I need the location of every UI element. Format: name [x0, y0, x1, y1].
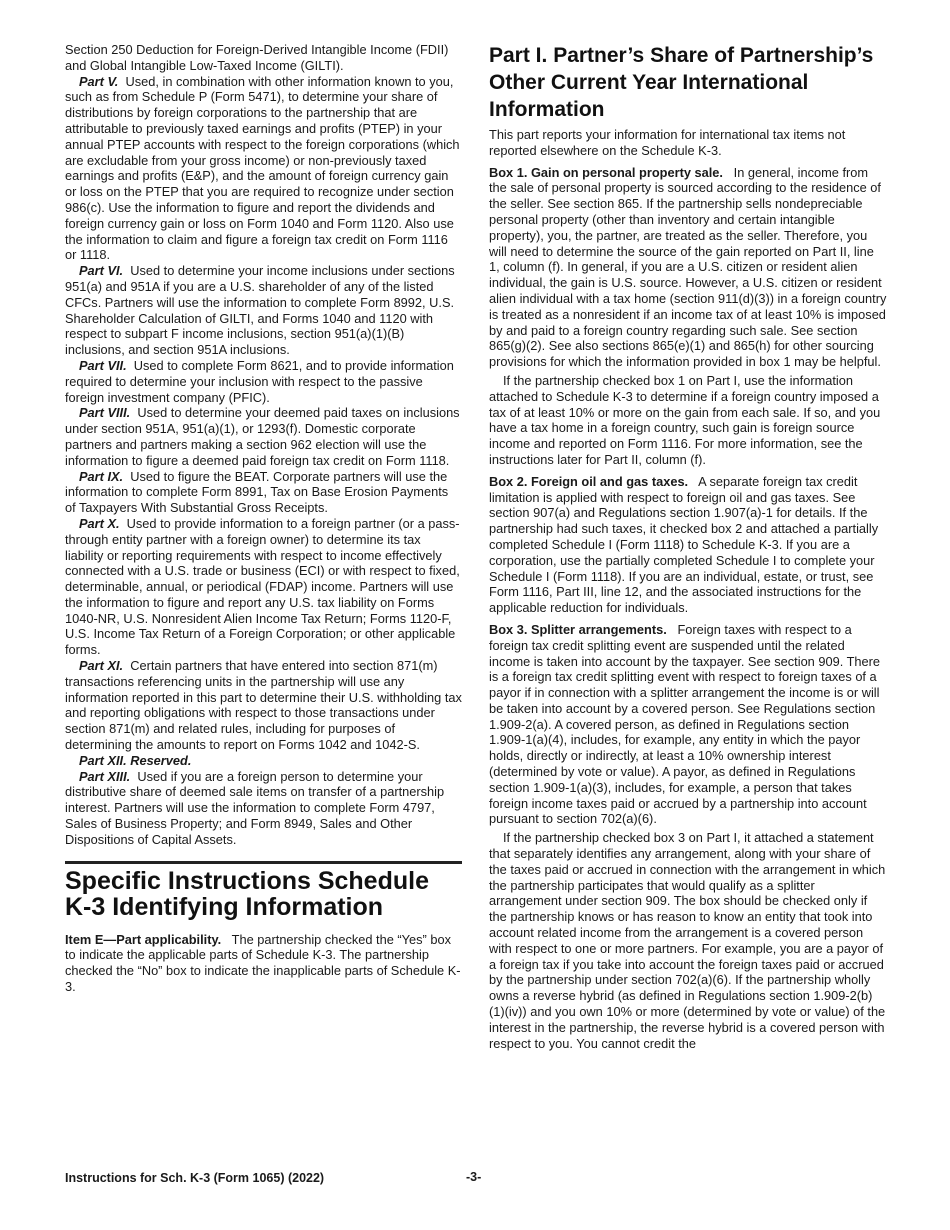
part-vii: Part VII. Used to complete Form 8621, and to provide information required to determine your inclusion with respect to the passive foreign investment company (PFIC).	[65, 357, 454, 405]
part-xi: Part XI. Certain partners that have entered into section 871(m) transactions referencing units in the partnership will use any information reported in this part to determine their U.S. withholding tax and reporting obligations with respect to those transactions under section 871(m) and related rules, including for purposes of determining the amounts to report on Forms 1042 and 1042-S.	[65, 658, 462, 753]
section-divider	[65, 861, 462, 920]
part-i-heading: Part I. Partner’s Share of Partnership’s Other Current Year International Information	[489, 44, 874, 121]
part-v: Part V. Used, in combination with other information known to you, such as from Schedule P (Form 5471), to determine your share of distributions by foreign corporations to the partnership that are attributable to previously taxed earnings and profits (PTEP) in your annual PTEP accounts with respect to the foreign corporations (which are excludable from your gross income) or non-previously taxed earnings and profits (E&P), and the amount of foreign currency gain or loss on the PTEP that you are required to recognize under section 986(c). Use the information to figure and report the dividends and foreign currency gain or loss on Form 1040 and Form 1120. Also use the information to claim and figure a foreign tax credit on Form 1116 or 1118.	[65, 73, 460, 263]
box-1: Box 1. Gain on personal property sale. In general, income from the sale of personal property is sourced according to the residence of the seller. See section 865. If the partnership sells nondepreciable personal property (other than inventory and certain intangible property), you, the partner, are treated as the seller. Therefore, you will need to determine the source of the gain reported on Part II, line 1, column (f). In general, if you are a U.S. citizen or resident alien individual, the gain is U.S. source. However, a U.S. citizen or resident alien individual with a tax home (section 911(d)(3)) in a foreign country is treated as a nonresident if an income tax of at least 10% is imposed by and paid to a foreign country regarding such sale. See section 865(g)(2). See also sections 865(e)(1) and 865(h) for other sourcing provisions for which the information provided in box 1 may be helpful.	[489, 164, 887, 370]
part-i-intro: This part reports your information for international tax items not reported elsewhere on the Schedule K-3.	[489, 127, 846, 158]
box-3-continued: If the partnership checked box 3 on Part I, it attached a statement that separately identifies any arrangement, along with your share of the taxes paid or accrued in connection with the arrangement in which the partnership participates that would qualify as a splitter arrangement under section 909. The box should be checked only if the partnership knows or has reason to know an entity that took into account related income from the arrangement is a covered person with respect to one or more partners. For example, you are a payor of a foreign tax if you take into account the foreign taxes paid or accrued by the partnership under section 702(a)(6). If the partnership wholly owns a reverse hybrid (as defined in Regulations section 1.909-2(b)(1)(iv)) and you own 10% or more (determined by vote or value) of the interest in the partnership, the reverse hybrid is a covered person with respect to you. You cannot credit the	[489, 830, 886, 1051]
box-2: Box 2. Foreign oil and gas taxes. A separate foreign tax credit limitation is applied with respect to foreign oil and gas taxes. See section 907(a) and Regulations section 1.907(a)-1 for details. If the partnership had such taxes, it checked box 2 and attached a partially completed Schedule I (Form 1118) to Schedule K-3. If you are a corporation, use the partially completed Schedule I to complete your Schedule I (Form 1118). If you are an individual, estate, or trust, see Form 1116, Part III, line 12, and the associated instructions for the applicable reduction for individuals.	[489, 473, 879, 616]
part-ix: Part IX. Used to figure the BEAT. Corporate partners will use the information to complete Form 8991, Tax on Base Erosion Payments of Taxpayers With Substantial Gross Receipts.	[65, 468, 449, 516]
part-xiii: Part XIII. Used if you are a foreign person to determine your distributive share of deemed sale items on transfer of a partnership interest. Partners will use the information to complete Form 4797, Sales of Business Property; and Form 8949, Sales and Other Dispositions of Capital Assets.	[65, 768, 445, 847]
part-vi: Part VI. Used to determine your income inclusions under sections 951(a) and 951A if you are a U.S. shareholder of any of the listed CFCs. Partners will use the information to complete Form 8992, U.S. Shareholder Calculation of GILTI, and Forms 1040 and 1120 with respect to subpart F income inclusions, section 951(a)(1)(B) inclusions, and section 951A inclusions.	[65, 263, 455, 358]
footer-title: Instructions for Sch. K-3 (Form 1065) (2022)	[65, 1171, 325, 1185]
box-1-continued: If the partnership checked box 1 on Part I, use the information attached to Schedule K-3 to determine if a foreign country imposed a tax of at least 10% or more on the gain from each sale. If so, and you have a tax home in a foreign country, such gain is foreign source income and reported on Form 1116. For more information, see the instructions later for Part II, column (f).	[489, 372, 881, 467]
specific-instructions-heading: Specific Instructions Schedule K-3 Identifying Information	[65, 866, 429, 921]
left-intro: Section 250 Deduction for Foreign-Derived Intangible Income (FDII) and Global Intangible Low-Taxed Income (GILTI).	[65, 42, 449, 73]
box-3: Box 3. Splitter arrangements. Foreign taxes with respect to a foreign tax credit splitting event are suspended until the related income is taken into account by the taxpayer. See section 909. There is a foreign tax credit splitting event with respect to foreign taxes of a payor if in connection with a splitter arrangement the income is or will be taken into account by a covered person. See Regulations section 1.909-2(a). A covered person, as defined in Regulations section 1.909-1(a)(4), includes, for example, any entity in which the payor holds, directly or indirectly, at least a 10% ownership interest (determined by vote or value). A payor, as defined in Regulations section 1.909-1(a)(3), includes, for example, a person that takes foreign income taxes paid or accrued by a partnership into account pursuant to section 702(a)(6).	[489, 621, 881, 827]
item-e: Item E—Part applicability. The partnership checked the “Yes” box to indicate the applicable parts of Schedule K-3. The partnership checked the “No” box to indicate the inapplicable parts of Schedule K-3.	[65, 931, 461, 995]
left-column	[65, 42, 462, 995]
part-x: Part X. Used to provide information to a foreign partner (or a pass-through entity partner with a foreign owner) to determine its tax liability or reporting requirements with respect to income effectively connected with a U.S. trade or business (ECI) or with respect to fixed, determinable, annual, or periodical (FDAP) income. Partners will use the information to figure and report any U.S. tax liability on Forms 1040-NR, U.S. Nonresident Alien Income Tax Return; Forms 1120-F, U.S. Income Tax Return of a Foreign Corporation; or other applicable forms.	[65, 515, 460, 658]
page-number: -3-	[466, 1170, 482, 1184]
right-column	[489, 42, 888, 1051]
part-xii: Part XII. Reserved.	[79, 752, 192, 768]
part-viii: Part VIII. Used to determine your deemed paid taxes on inclusions under section 951A, 951(a)(1), or 1293(f). Domestic corporate partners and partners making a section 962 election will use the information to figure a deemed paid foreign tax credit on Form 1118.	[65, 405, 460, 468]
